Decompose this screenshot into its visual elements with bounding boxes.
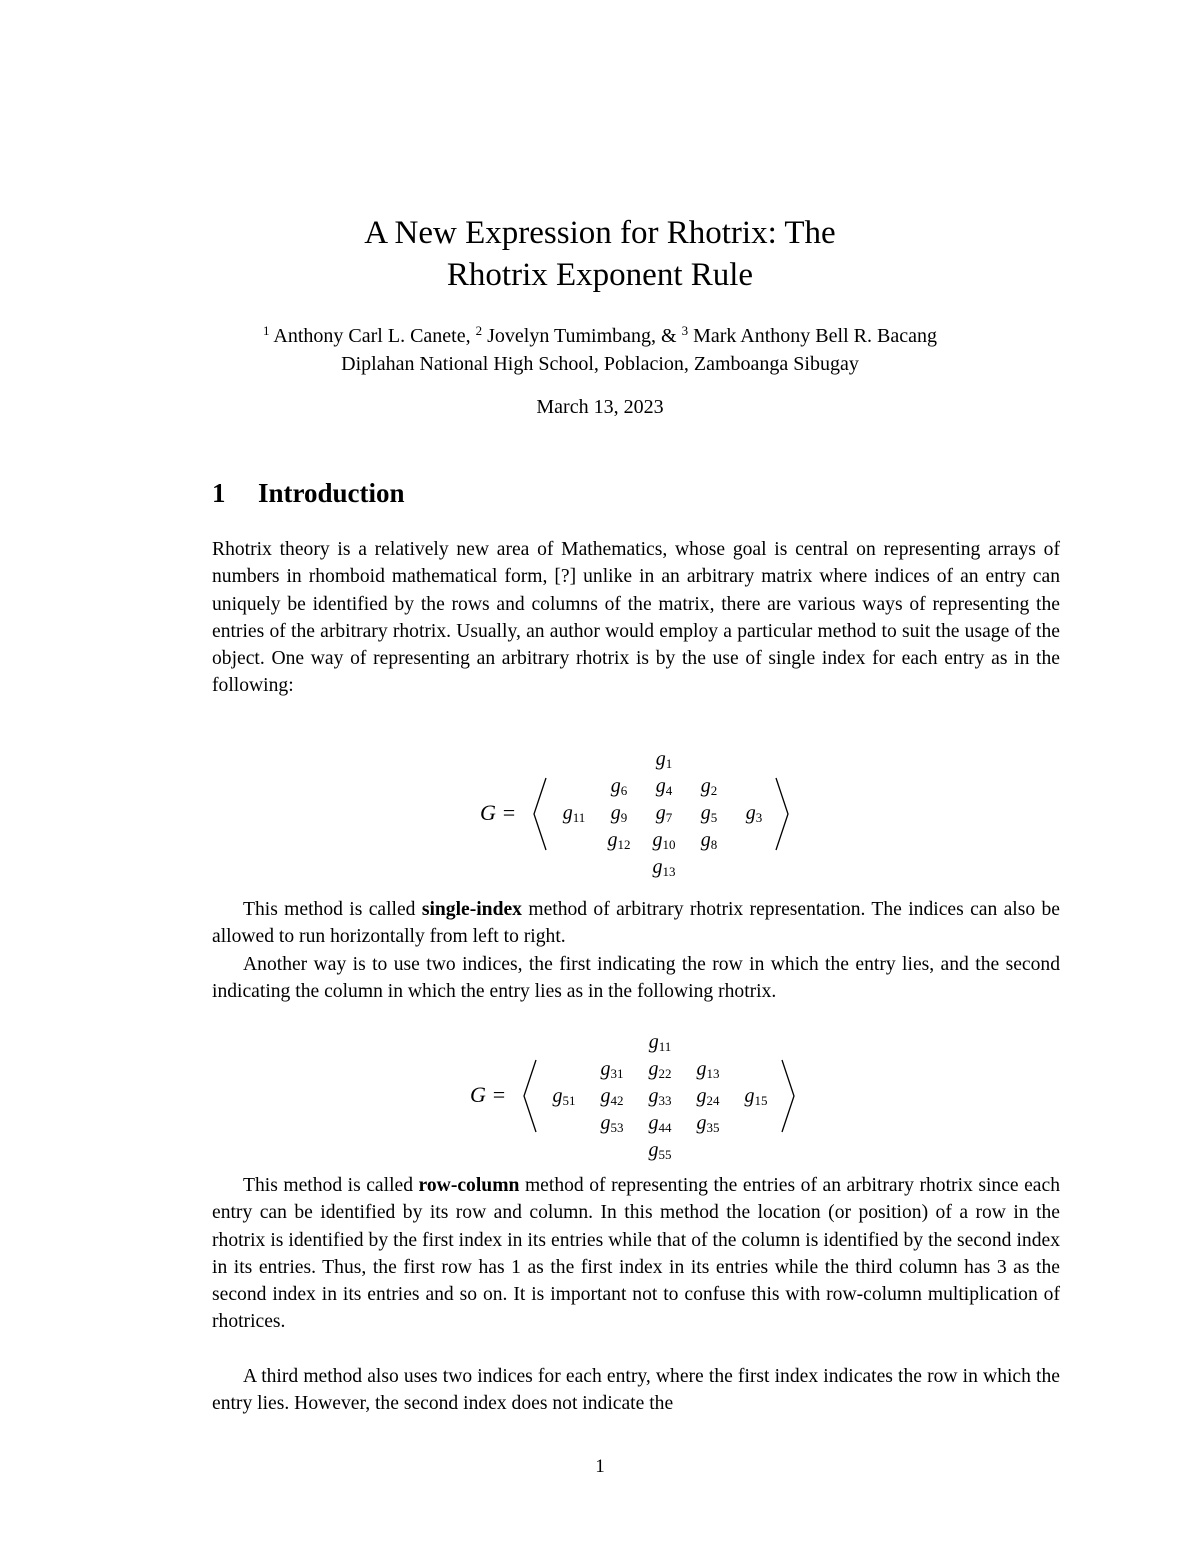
section-title: Introduction: [258, 478, 405, 508]
text: This method is called: [243, 899, 422, 920]
rhotrix-entry: [649, 1112, 672, 1136]
entry-index: 12: [617, 837, 631, 852]
author-3-marker: 3: [681, 323, 689, 338]
entry-index: 42: [610, 1093, 624, 1108]
entry-symbol: g: [655, 748, 666, 770]
rhotrix-entry: [553, 1085, 576, 1109]
rhotrix-entry: [701, 775, 718, 799]
rhotrix-entry: [746, 802, 763, 826]
single-index-paragraph: [212, 896, 1060, 951]
rhotrix-entry: [611, 775, 628, 799]
author-3-name: Mark Anthony Bell R. Bacang: [688, 325, 937, 347]
entry-index: 13: [706, 1066, 720, 1081]
rhotrix-entry: [563, 802, 586, 826]
publication-date: March 13, 2023: [536, 396, 664, 418]
row-column-paragraph: [212, 1172, 1060, 1336]
entry-symbol: g: [607, 829, 618, 851]
entry-symbol: g: [648, 1058, 659, 1080]
text: method of representing the entries of an arbitrary rhotrix since each entry can be identified by its row and column. In this method the location (or position) of a row in the rhotrix is identified by the first index in its entries while that of the column is identified by the second index in its entries. Thus, the first row has 1 as the first index in its entries while the third column has 3 as the second index in its entries and so on. It is important not to confuse this with row-column multiplication of rhotrices.: [212, 1175, 1060, 1333]
rhotrix-entry: [656, 775, 673, 799]
entry-index: 4: [665, 783, 673, 798]
section-number: 1: [212, 478, 226, 508]
entry-index: 33: [658, 1093, 672, 1108]
text: method of arbitrary rhotrix representation. The indices can also be allowed to run horizontally from left to right.: [212, 899, 1060, 948]
entry-index: 1: [665, 756, 673, 771]
entry-symbol: g: [700, 829, 711, 851]
entry-index: 13: [662, 864, 676, 879]
rhotrix-entry: [697, 1112, 720, 1136]
section-heading: [212, 478, 405, 509]
author-1-marker: 1: [263, 323, 270, 338]
rhotrix-entry: [697, 1085, 720, 1109]
rhotrix-entry: [649, 1139, 672, 1163]
entry-index: 53: [610, 1120, 624, 1135]
page-number: 1: [595, 1456, 605, 1477]
entry-symbol: g: [600, 1058, 611, 1080]
third-method-paragraph: A third method also uses two indices for each entry, where the first index indicates the row in which the entry lies. However, the second index does not indicate the: [212, 1366, 1060, 1415]
rhotrix-entry: [649, 1085, 672, 1109]
entry-index: 51: [562, 1093, 576, 1108]
rhotrix-entry: [653, 856, 676, 880]
entry-index: 8: [710, 837, 718, 852]
right-angle-bracket: [770, 774, 796, 854]
entry-index: 5: [710, 810, 718, 825]
intro-paragraph: Rhotrix theory is a relatively new area of Mathematics, whose goal is central on representing arrays of numbers in rhomboid mathematical form, [?] unlike in an arbitrary matrix where indices of an entry can uniquely be identified by the rows and columns of the matrix, there are various ways of representing the entries of the arbitrary rhotrix. Usually, an author would employ a particular method to suit the usage of the object. One way of representing an arbitrary rhotrix is by the use of single index for each entry as in the following:: [212, 539, 1060, 697]
entry-index: 6: [620, 783, 628, 798]
entry-symbol: g: [696, 1058, 707, 1080]
rhotrix-entry: [601, 1058, 624, 1082]
rhotrix-entry: [608, 829, 631, 853]
left-angle-bracket: [528, 774, 554, 854]
rhotrix-entry: [611, 802, 628, 826]
rhotrix-entry: [649, 1031, 672, 1055]
entry-index: 7: [665, 810, 673, 825]
entry-index: 3: [755, 810, 763, 825]
entry-symbol: g: [652, 829, 663, 851]
rhotrix-entry: [745, 1085, 768, 1109]
rhotrix-entry: [601, 1085, 624, 1109]
entry-index: 15: [754, 1093, 768, 1108]
entry-symbol: g: [600, 1112, 611, 1134]
author-names: [0, 322, 1200, 350]
entry-index: 31: [610, 1066, 624, 1081]
rhotrix-entry: [649, 1058, 672, 1082]
entry-index: 9: [620, 810, 628, 825]
title-line-2: Rhotrix Exponent Rule: [446, 257, 754, 293]
equation-label: G =: [480, 800, 517, 825]
entry-index: 22: [658, 1066, 672, 1081]
entry-symbol: g: [648, 1112, 659, 1134]
entry-symbol: g: [648, 1139, 659, 1161]
affiliation: Diplahan National High School, Poblacion, Zamboanga Sibugay: [341, 353, 859, 375]
entry-index: 11: [658, 1039, 672, 1054]
rhotrix-entry: [656, 802, 673, 826]
left-angle-bracket: [518, 1056, 544, 1136]
term-single-index: single-index: [421, 899, 522, 920]
entry-symbol: g: [610, 802, 621, 824]
rhotrix-entry: [701, 802, 718, 826]
entry-index: 2: [710, 783, 718, 798]
entry-symbol: g: [552, 1085, 563, 1107]
entry-index: 10: [662, 837, 676, 852]
entry-index: 11: [572, 810, 586, 825]
entry-index: 44: [658, 1120, 672, 1135]
entry-index: 24: [706, 1093, 720, 1108]
entry-symbol: g: [696, 1085, 707, 1107]
entry-symbol: g: [648, 1085, 659, 1107]
rhotrix-entry: [656, 748, 673, 772]
entry-symbol: g: [600, 1085, 611, 1107]
row-column-intro-paragraph: Another way is to use two indices, the first indicating the row in which the entry lies, and the second indicating the column in which the entry lies as in the following rhotrix.: [212, 954, 1060, 1003]
author-2-name: Jovelyn Tumimbang, &: [482, 325, 682, 347]
rhotrix-entry: [653, 829, 676, 853]
entry-symbol: g: [700, 775, 711, 797]
entry-symbol: g: [655, 802, 666, 824]
paper-title: [0, 212, 1200, 296]
entry-symbol: g: [655, 775, 666, 797]
rhotrix-entry: [601, 1112, 624, 1136]
title-line-1: A New Expression for Rhotrix: The: [364, 215, 836, 251]
entry-symbol: g: [700, 802, 711, 824]
entry-symbol: g: [696, 1112, 707, 1134]
author-block: [0, 322, 1200, 378]
entry-symbol: g: [648, 1031, 659, 1053]
rhotrix-entry: [701, 829, 718, 853]
text: This method is called: [243, 1175, 419, 1196]
entry-symbol: g: [744, 1085, 755, 1107]
entry-index: 55: [658, 1147, 672, 1162]
entry-symbol: g: [652, 856, 663, 878]
rhotrix-entry: [697, 1058, 720, 1082]
right-angle-bracket: [776, 1056, 802, 1136]
author-2-marker: 2: [475, 323, 483, 338]
entry-symbol: g: [562, 802, 573, 824]
entry-symbol: g: [610, 775, 621, 797]
term-row-column: row-column: [418, 1175, 520, 1196]
entry-index: 35: [706, 1120, 720, 1135]
entry-symbol: g: [745, 802, 756, 824]
equation-label: G =: [470, 1082, 507, 1107]
author-1-name: Anthony Carl L. Canete,: [269, 325, 476, 347]
